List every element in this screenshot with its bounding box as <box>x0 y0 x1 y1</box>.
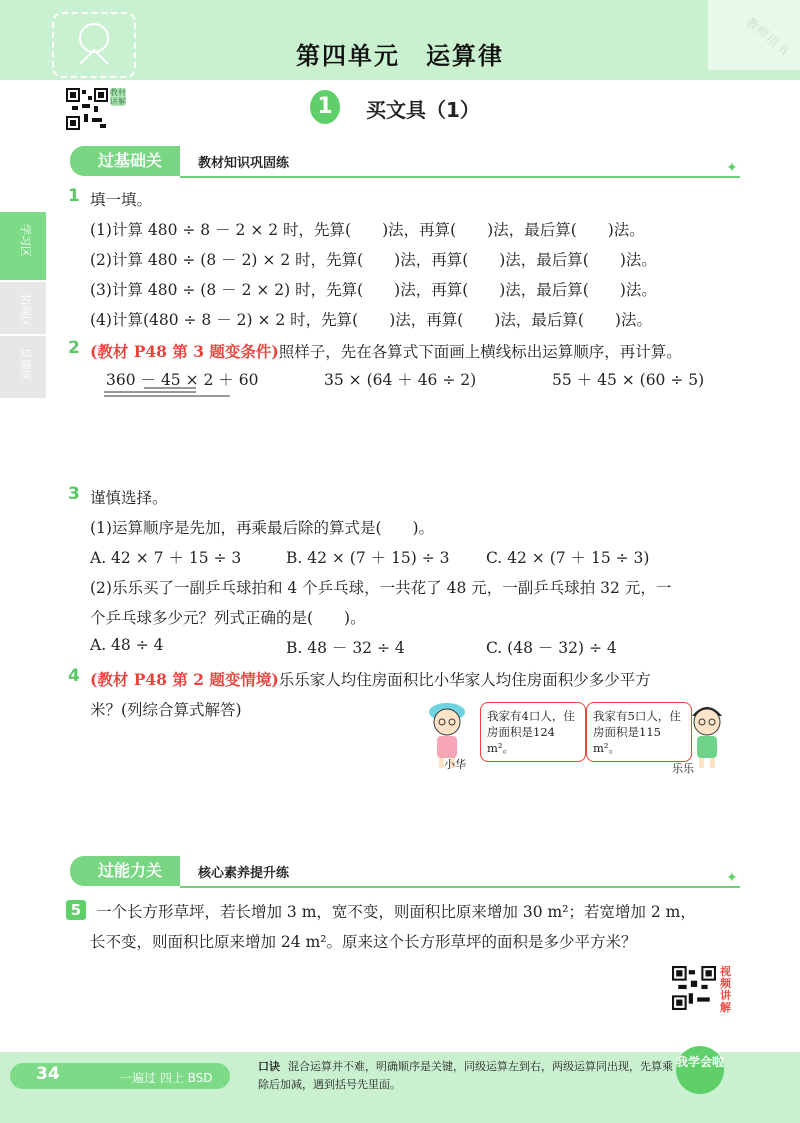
qr-label: 教材讲解 <box>110 88 126 106</box>
expression: 35 × (64 ＋ 46 ÷ 2) <box>324 371 477 389</box>
choice-option: A. 42 × 7 ＋ 15 ÷ 3 <box>90 549 242 567</box>
choice-option: C. (48 － 32) ÷ 4 <box>486 639 617 657</box>
section-subtitle: 教材知识巩固练 <box>198 156 290 171</box>
tip-text: 混合运算并不难，明确顺序是关键，同级运算左到右，两级运算同出现，先算乘除后加减，遇到括号先里面。 <box>258 1060 673 1091</box>
lesson-title: 买文具（1） <box>366 98 480 122</box>
qr-label: 视频讲解 <box>720 965 731 1014</box>
source-note: (教材 P48 第 2 题变情境) <box>90 670 279 689</box>
choice-prompt: 个乒乓球多少元？列式正确的是( )。 <box>90 609 366 627</box>
section-divider <box>180 176 740 178</box>
choice-option: B. 42 × (7 ＋ 15) ÷ 3 <box>286 549 450 567</box>
series-label: 一遍过 四上 BSD <box>120 1071 213 1085</box>
qr-code-icon[interactable] <box>66 88 108 130</box>
choice-prompt: (1)运算顺序是先加，再乘最后除的算式是( )。 <box>90 519 435 537</box>
star-icon: ✦ <box>726 870 738 886</box>
corner-tag-text: 教师用书 <box>743 14 793 59</box>
choice-prompt: (2)乐乐买了一副乒乓球拍和 4 个乒乓球，一共花了 48 元，一副乒乓球拍 32 元，一 <box>90 579 672 597</box>
expression: 360 － 45 × 2 ＋ 60 <box>106 371 259 389</box>
question-text-cont: 米？(列综合算式解答) <box>90 701 242 719</box>
question-stem: 填一填。 <box>90 191 153 209</box>
star-icon: ✦ <box>726 160 738 176</box>
speech-bubble: 我家有4口人，住房面积是124 m²。 <box>480 702 586 762</box>
question-number-badge: 5 <box>66 900 86 920</box>
fill-item: (4)计算(480 ÷ 8 － 2) × 2 时，先算( )法，再算( )法，最后算( )法。 <box>90 311 652 329</box>
source-note: (教材 P48 第 3 题变条件) <box>90 342 279 361</box>
question-number: 1 <box>68 186 80 206</box>
tip-label: 口诀 <box>258 1060 280 1073</box>
kid-name: 小华 <box>444 758 466 771</box>
page-number: 34 <box>36 1064 60 1084</box>
kid-name: 乐乐 <box>672 762 694 775</box>
section-divider <box>180 886 740 888</box>
fill-item: (3)计算 480 ÷ (8 － 2 × 2) 时，先算( )法，再算( )法，最后算( )法。 <box>90 281 657 299</box>
fill-item: (2)计算 480 ÷ (8 － 2) × 2 时，先算( )法，再算( )法，最后算( )法。 <box>90 251 657 269</box>
unit-title: 第四单元 运算律 <box>296 42 504 70</box>
choice-option: C. 42 × (7 ＋ 15 ÷ 3) <box>486 549 650 567</box>
question-body: 照样子，先在各算式下面画上横线标出运算顺序，再计算。 <box>278 343 682 361</box>
side-tab-study[interactable]: 学习区 <box>0 212 46 280</box>
question-body: 乐乐家人均住房面积比小华家人均住房面积少多少平方 <box>278 671 651 689</box>
video-qr-code-icon[interactable] <box>672 966 716 1010</box>
question-stem: 谨慎选择。 <box>90 489 168 507</box>
question-text <box>90 340 682 362</box>
question-text-cont: 长不变，则面积比原来增加 24 m²。原来这个长方形草坪的面积是多少平方米？ <box>90 933 637 951</box>
question-text <box>90 668 651 690</box>
question-number: 2 <box>68 338 80 358</box>
expression: 55 ＋ 45 × (60 ÷ 5) <box>552 371 705 389</box>
section-badge-ability: 过能力关 <box>70 856 180 886</box>
section-subtitle: 核心素养提升练 <box>198 866 290 881</box>
fill-item: (1)计算 480 ÷ 8 － 2 × 2 时，先算( )法，再算( )法，最后算( )法。 <box>90 221 645 239</box>
choice-option: B. 48 － 32 ÷ 4 <box>286 639 405 657</box>
choice-option: A. 48 ÷ 4 <box>90 636 164 654</box>
question-number: 3 <box>68 484 80 504</box>
section-badge-basic: 过基础关 <box>70 146 180 176</box>
learned-badge: 我学会啦 <box>676 1046 724 1094</box>
side-tab-feedback[interactable]: 反馈区 <box>0 336 46 398</box>
lesson-number-badge: 1 <box>310 90 340 124</box>
speech-bubble: 我家有5口人，住房面积是115 m²。 <box>586 702 692 762</box>
side-tab-extend[interactable]: 拓展区 <box>0 282 46 334</box>
question-text: 一个长方形草坪，若长增加 3 m，宽不变，则面积比原来增加 30 m²；若宽增加 2 m， <box>96 903 696 921</box>
question-number: 4 <box>68 666 80 686</box>
order-underlines-icon <box>104 386 234 400</box>
